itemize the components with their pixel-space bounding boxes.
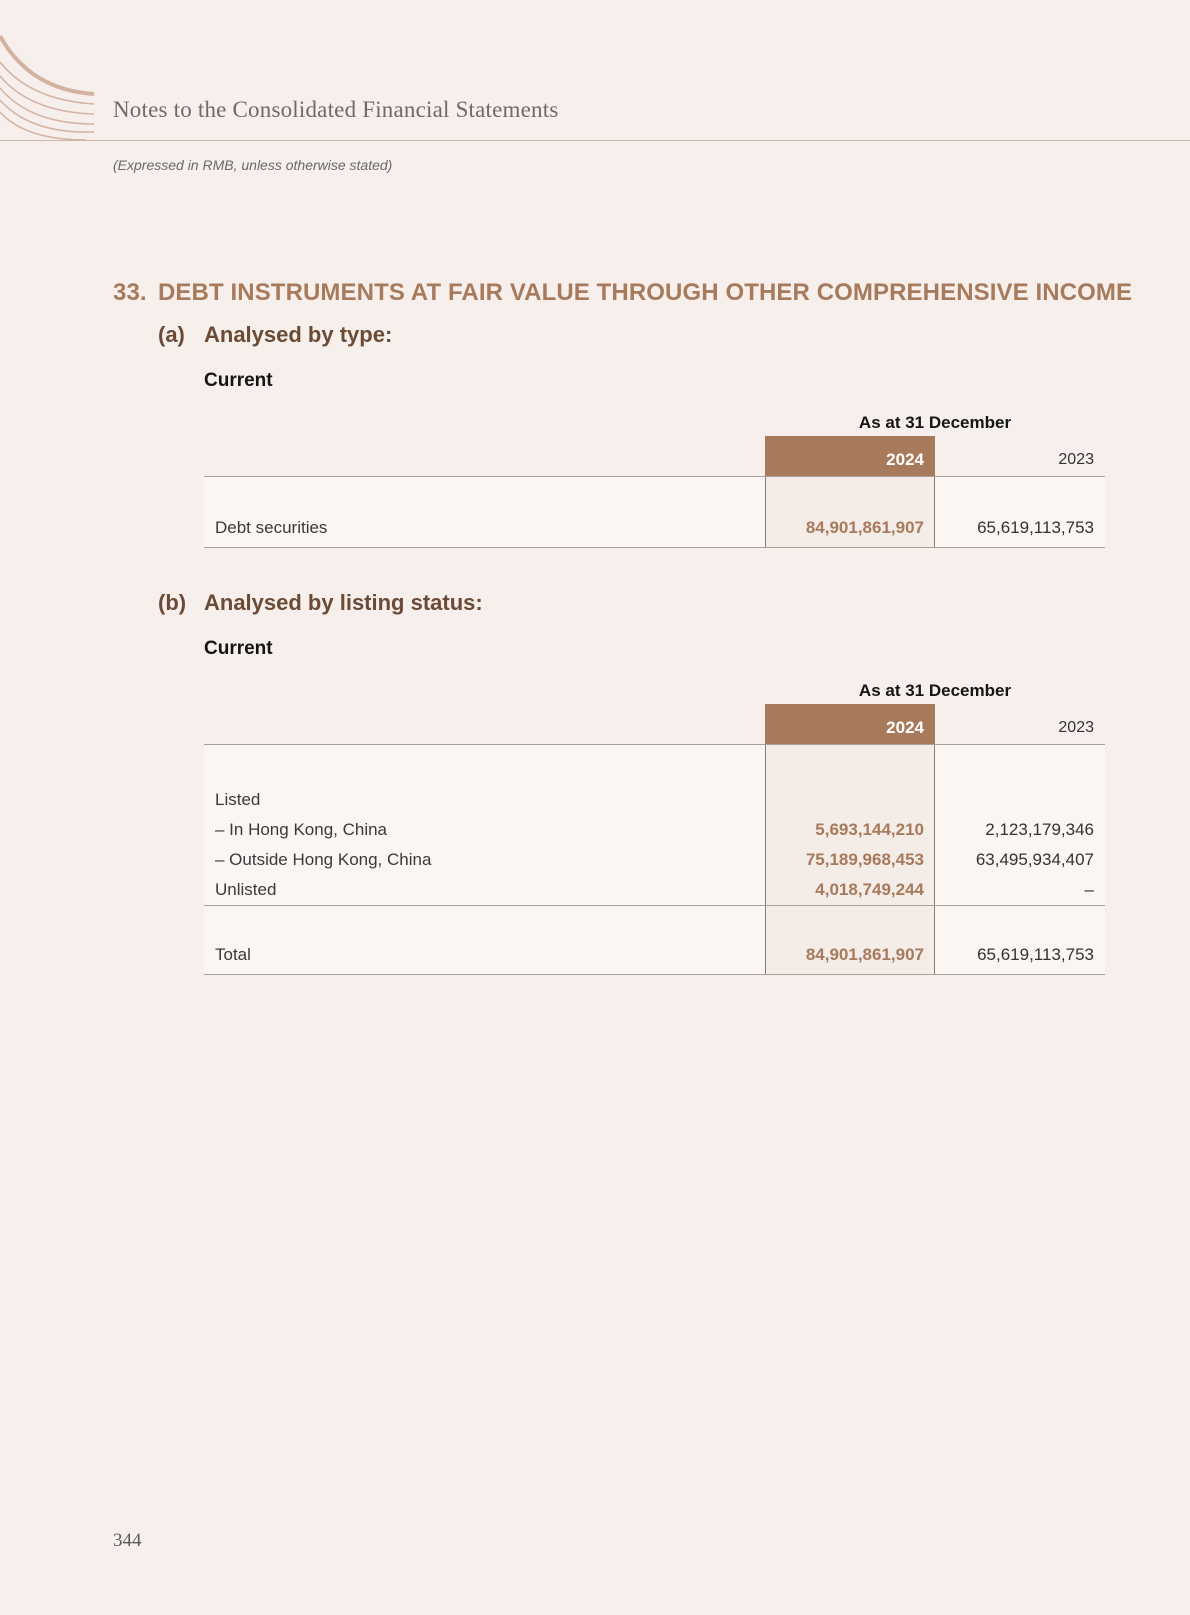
section-number: 33. [113,279,147,306]
part-a-current-label: Current [204,370,273,391]
part-b-current-label: Current [204,638,273,659]
value-2024: 4,018,749,244 [815,880,924,899]
section-heading [113,279,1133,307]
part-b-label: (b) [158,590,187,615]
part-a-table [204,436,1105,548]
part-a-label: (a) [158,322,185,347]
table-body [204,745,1105,975]
corner-arcs-decoration [0,0,110,150]
row-label: Unlisted [215,880,277,899]
column-header-2024: 2024 [765,704,935,744]
section-title: DEBT INSTRUMENTS AT FAIR VALUE THROUGH OTHER COMPREHENSIVE INCOME [158,279,1133,306]
row-label: Total [215,945,251,964]
part-a-as-at-header: As at 31 December [858,413,1012,432]
part-b-heading [158,590,483,616]
table-header-row [204,704,1105,745]
column-header-2023: 2023 [1058,719,1094,736]
total-row [204,940,1105,970]
table-row [204,815,1105,845]
part-a-heading [158,322,392,348]
value-2024: 75,189,968,453 [805,850,924,869]
value-2023: 65,619,113,753 [977,945,1094,964]
table-bottom-rule [204,974,1105,975]
currency-note: (Expressed in RMB, unless otherwise stated) [113,157,393,173]
page-number: 344 [113,1530,142,1551]
table-row [204,875,1105,905]
subtotal-rule [204,905,1105,906]
table-row [204,845,1105,875]
table-bottom-rule [204,547,1105,548]
value-2023: 65,619,113,753 [977,518,1094,537]
page-header-title: Notes to the Consolidated Financial Statements [113,97,559,122]
column-header-2023: 2023 [1058,451,1094,468]
row-label: – In Hong Kong, China [215,820,388,839]
row-label: Debt securities [215,518,328,537]
part-a-title: Analysed by type: [204,322,393,347]
table-body [204,477,1105,548]
row-label: Listed [215,790,261,809]
value-2024: 84,901,861,907 [805,945,924,964]
value-2023: 2,123,179,346 [985,820,1094,839]
table-row [204,513,1105,543]
table-row [204,785,1105,815]
value-2023: 63,495,934,407 [975,850,1094,869]
value-2023: – [1084,880,1094,899]
header-divider [0,140,1190,141]
part-b-as-at-header: As at 31 December [858,681,1012,700]
value-2024: 84,901,861,907 [805,518,924,537]
value-2024: 5,693,144,210 [815,820,924,839]
part-b-title: Analysed by listing status: [204,590,483,615]
column-header-2024: 2024 [765,436,935,476]
table-header-row [204,436,1105,477]
part-b-table [204,704,1105,975]
row-label: – Outside Hong Kong, China [215,850,432,869]
